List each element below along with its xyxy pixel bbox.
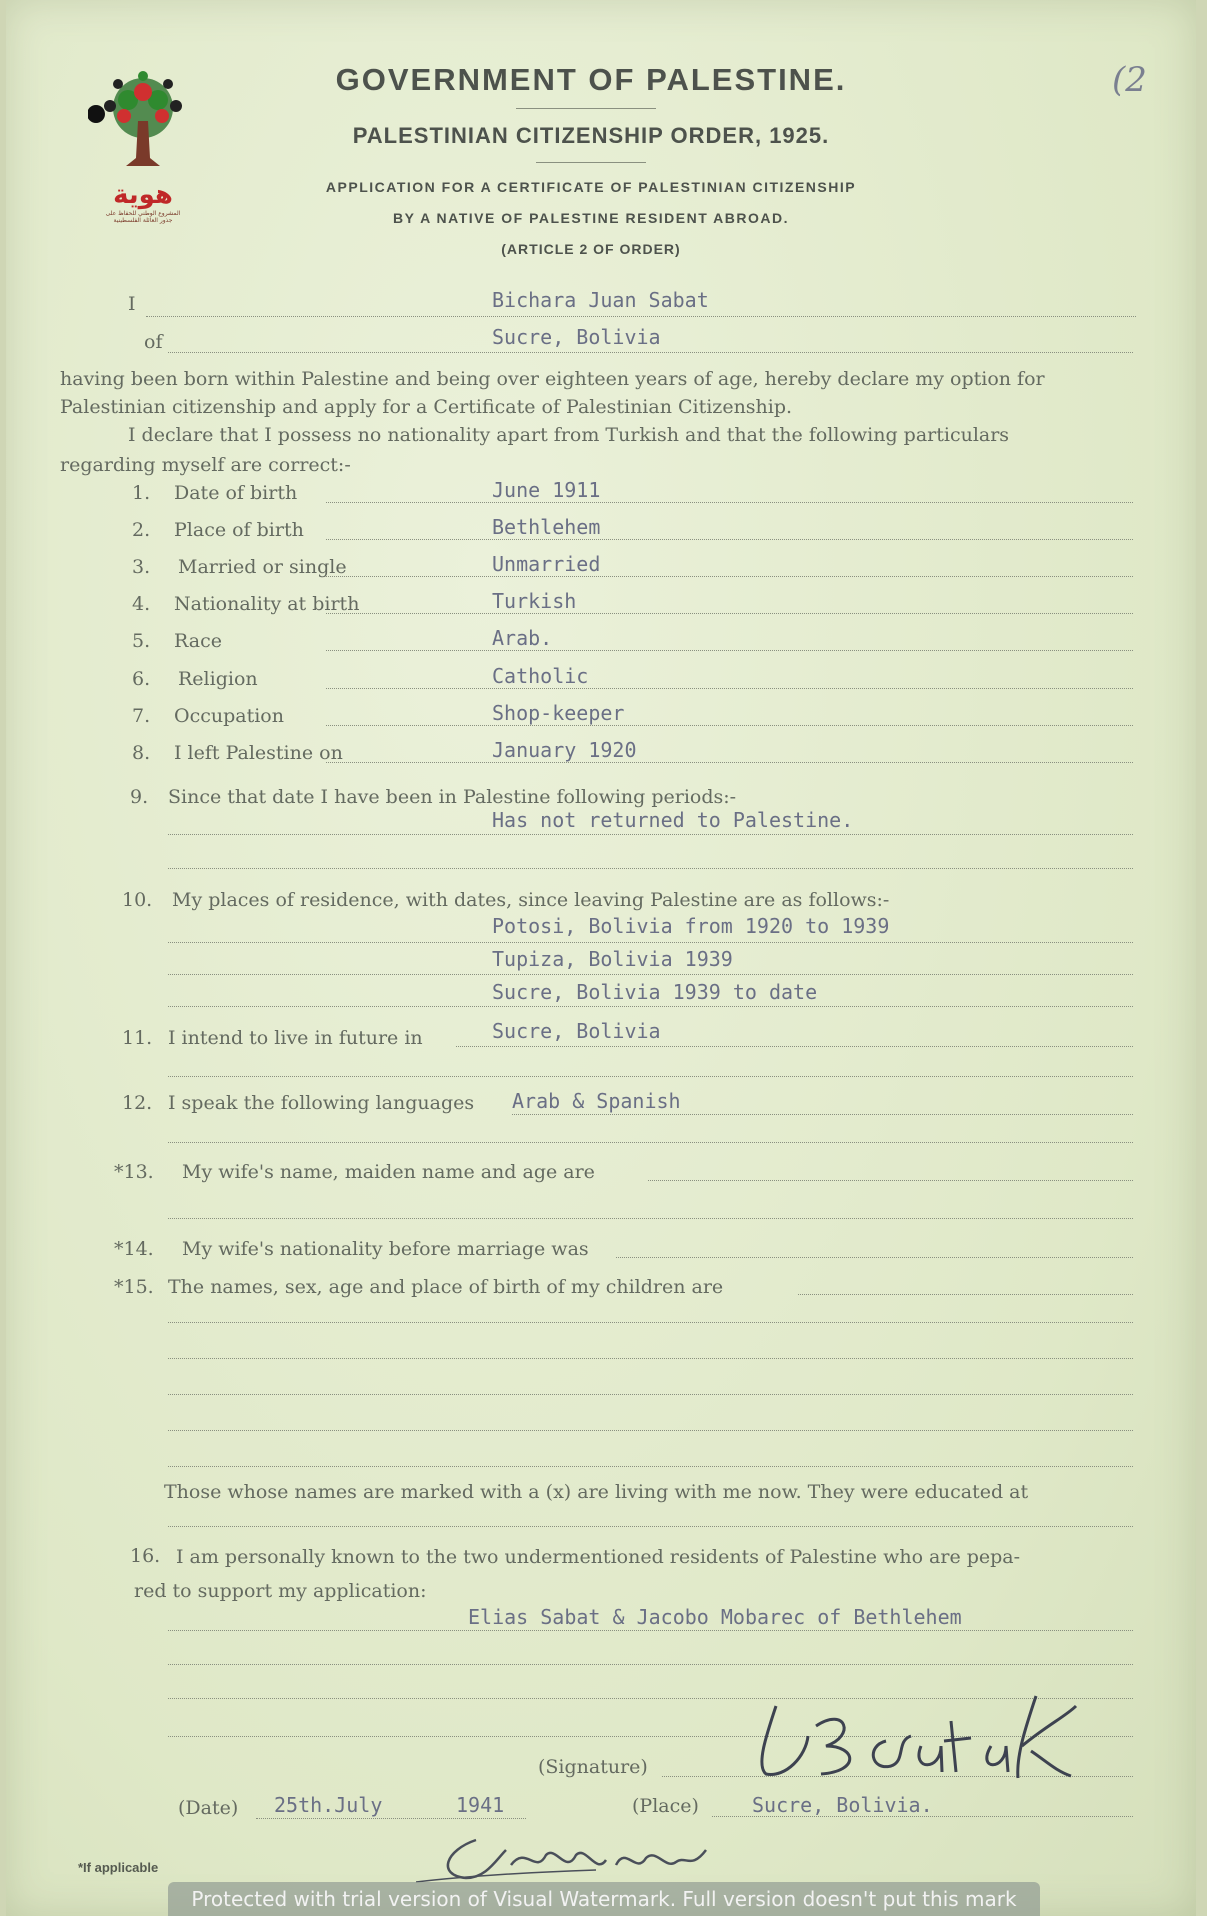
place-line	[712, 1816, 1133, 1817]
item-15-label: The names, sex, age and place of birth of my children are	[168, 1276, 724, 1298]
languages-value: Arab & Spanish	[512, 1089, 681, 1113]
logo-caption-line2: جذور العائلة الفلسطينية	[113, 217, 173, 224]
item-1-number: 1.	[132, 482, 151, 504]
nationality-declaration-line-1: I declare that I possess no nationality apart from Turkish and that the following particulars	[128, 424, 1010, 446]
item-15-number: *15.	[114, 1276, 154, 1298]
item-3-line	[326, 576, 1133, 577]
item-6-value: Catholic	[492, 664, 589, 688]
item-4-label: Nationality at birth	[174, 593, 360, 615]
handwritten-signature	[746, 1686, 1086, 1796]
page-number-mark: (2	[1112, 60, 1147, 100]
item-12-line	[512, 1114, 1133, 1115]
references-line-1	[168, 1630, 1133, 1631]
place-label: (Place)	[632, 1795, 699, 1817]
logo-arabic-word: هوية	[113, 180, 173, 210]
item-8-line	[326, 762, 1133, 763]
signature-label: (Signature)	[538, 1756, 648, 1778]
title-divider	[516, 108, 656, 109]
item-4-value: Turkish	[492, 589, 577, 613]
item-13-line	[648, 1180, 1133, 1181]
item-2-number: 2.	[132, 519, 151, 541]
item-5-value: Arab.	[492, 626, 553, 650]
residence-line-2: Tupiza, Bolivia 1939	[492, 947, 733, 971]
item-9-number: 9.	[130, 786, 149, 808]
item-12-label: I speak the following languages	[168, 1092, 475, 1114]
item-8-number: 8.	[132, 742, 151, 764]
item-12-line-2	[168, 1142, 1133, 1143]
item-3-number: 3.	[132, 556, 151, 578]
children-line-1	[168, 1322, 1133, 1323]
application-heading: APPLICATION FOR A CERTIFICATE OF PALESTINIAN CITIZENSHIP	[325, 179, 857, 195]
item-11-line-2	[168, 1076, 1133, 1077]
residence-field-line-2	[168, 974, 1133, 975]
date-value: 25th.July	[274, 1793, 383, 1817]
item-2-label: Place of birth	[174, 519, 304, 541]
item-1-line	[326, 502, 1133, 503]
item-4-line	[326, 613, 1133, 614]
item-3-value: Unmarried	[492, 552, 601, 576]
place-value: Sucre, Bolivia.	[752, 1793, 933, 1817]
of-label: of	[144, 331, 163, 353]
item-14-label: My wife's nationality before marriage was	[182, 1238, 589, 1260]
item-11-label: I intend to live in future in	[168, 1027, 423, 1049]
application-form-page	[6, 0, 1196, 1916]
item-9-line-1	[168, 834, 1133, 835]
item-12-number: 12.	[122, 1092, 153, 1114]
nationality-declaration-line-2: regarding myself are correct:-	[60, 454, 351, 476]
declaration-line-1: having been born within Palestine and being over eighteen years of age, hereby declare my option for	[60, 368, 1045, 390]
item-6-line	[326, 688, 1133, 689]
item-5-label: Race	[174, 630, 222, 652]
item-11-number: 11.	[122, 1027, 153, 1049]
item-7-label: Occupation	[174, 705, 284, 727]
item-6-label: Religion	[178, 668, 258, 690]
trial-watermark-banner: Protected with trial version of Visual Watermark. Full version doesn't put this mark	[168, 1882, 1040, 1916]
item-9-label: Since that date I have been in Palestine following periods:-	[168, 786, 737, 808]
item-14-line	[616, 1257, 1133, 1258]
item-16-line-1: I am personally known to the two undermentioned residents of Palestine who are pepa-	[176, 1546, 1021, 1568]
resident-abroad-heading: BY A NATIVE OF PALESTINE RESIDENT ABROAD.	[393, 210, 789, 226]
residence-field-line-1	[168, 942, 1133, 943]
children-education-note: Those whose names are marked with a (x) are living with me now. They were educated at	[164, 1481, 1029, 1503]
residence-field-line-3	[168, 1006, 1133, 1007]
item-3-label: Married or single	[178, 556, 347, 578]
children-line-3	[168, 1394, 1133, 1395]
children-line-5	[168, 1466, 1133, 1467]
item-2-line	[326, 539, 1133, 540]
footnote-if-applicable: *If applicable	[78, 1860, 159, 1875]
item-8-value: January 1920	[492, 738, 637, 762]
item-7-line	[326, 725, 1133, 726]
year-value: 1941	[456, 1793, 505, 1817]
subtitle-divider	[536, 162, 646, 163]
page-title: GOVERNMENT OF PALESTINE.	[335, 62, 847, 97]
date-line	[256, 1818, 526, 1819]
item-16-number: 16.	[130, 1545, 161, 1567]
item-16-line-2: red to support my application:	[134, 1580, 427, 1602]
item-2-value: Bethlehem	[492, 515, 601, 539]
date-label: (Date)	[178, 1797, 239, 1819]
item-7-value: Shop-keeper	[492, 701, 625, 725]
children-line-2	[168, 1358, 1133, 1359]
item-5-line	[326, 650, 1133, 651]
item-13-number: *13.	[114, 1161, 154, 1183]
item-8-label: I left Palestine on	[174, 742, 343, 764]
item-15-line	[798, 1294, 1133, 1295]
residence-line-1: Potosi, Bolivia from 1920 to 1939	[492, 914, 890, 938]
item-14-number: *14.	[114, 1238, 154, 1260]
item-6-number: 6.	[132, 668, 151, 690]
item-11-line	[456, 1046, 1133, 1047]
item-7-number: 7.	[132, 705, 151, 727]
i-label: I	[128, 293, 136, 315]
item-5-number: 5.	[132, 630, 151, 652]
item-4-number: 4.	[132, 593, 151, 615]
applicant-name: Bichara Juan Sabat	[492, 288, 709, 312]
item-13-line-2	[168, 1218, 1133, 1219]
item-1-value: June 1911	[492, 478, 601, 502]
logo-caption-line1: المشروع الوطني للحفاظ على	[105, 210, 181, 217]
residence-line-3: Sucre, Bolivia 1939 to date	[492, 980, 818, 1004]
future-residence-value: Sucre, Bolivia	[492, 1019, 661, 1043]
declaration-line-2: Palestinian citizenship and apply for a Certificate of Palestinian Citizenship.	[60, 396, 793, 418]
item-9-value: Has not returned to Palestine.	[492, 808, 854, 832]
name-field-line	[146, 316, 1136, 317]
education-line	[168, 1526, 1133, 1527]
children-line-4	[168, 1430, 1133, 1431]
article-reference: (ARTICLE 2 OF ORDER)	[501, 241, 681, 257]
applicant-residence: Sucre, Bolivia	[492, 325, 661, 349]
item-10-label: My places of residence, with dates, since leaving Palestine are as follows:-	[172, 889, 890, 911]
page-subtitle: PALESTINIAN CITIZENSHIP ORDER, 1925.	[352, 123, 830, 148]
references-line-2	[168, 1664, 1133, 1665]
item-9-line-2	[168, 868, 1133, 869]
item-13-label: My wife's name, maiden name and age are	[182, 1161, 595, 1183]
references-value: Elias Sabat & Jacobo Mobarec of Bethlehem	[468, 1605, 962, 1629]
item-10-number: 10.	[122, 889, 153, 911]
item-1-label: Date of birth	[174, 482, 298, 504]
address-field-line	[168, 352, 1133, 353]
